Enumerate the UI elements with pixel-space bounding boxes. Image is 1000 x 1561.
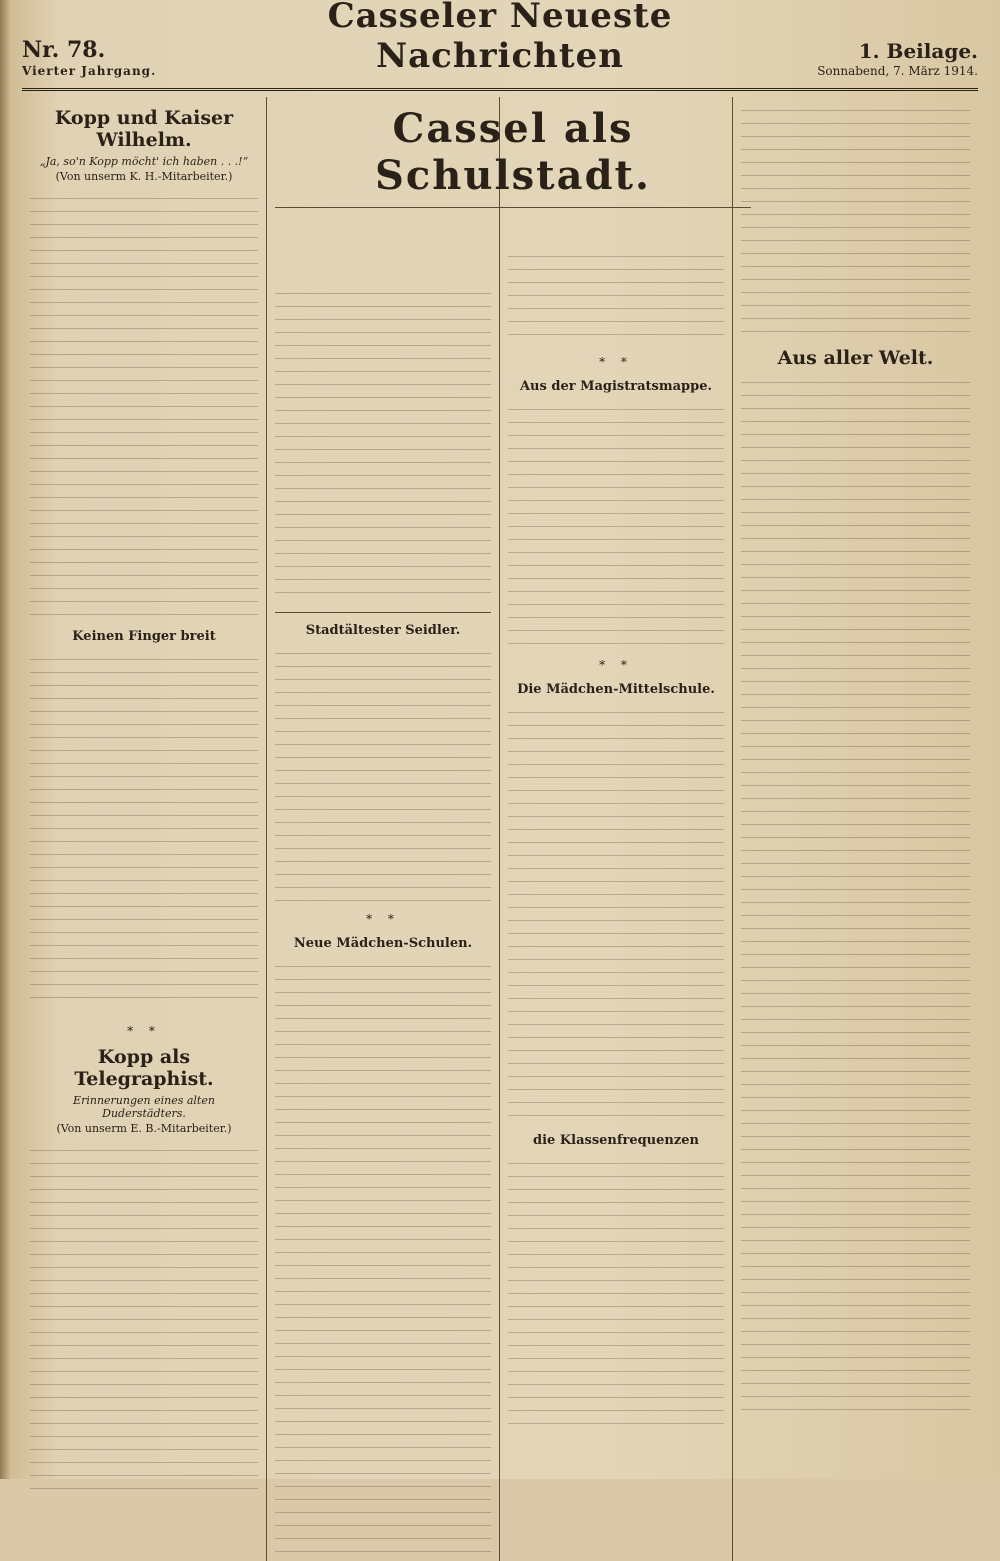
supplement-label: 1. Beilage. xyxy=(858,39,978,64)
section-title: Stadtältester Seidler. xyxy=(305,623,461,638)
main-article-lead-space xyxy=(275,214,491,284)
article-body xyxy=(508,247,724,347)
masthead-right xyxy=(768,38,978,80)
article-headline: Aus aller Welt. xyxy=(777,347,934,369)
article-body xyxy=(30,1141,258,1501)
volume-label: Vierter Jahrgang. xyxy=(22,64,157,79)
columns xyxy=(22,97,978,1457)
issue-date: Sonnabend, 7. März 1914. xyxy=(817,64,978,79)
article-body xyxy=(275,957,491,1557)
column-4 xyxy=(733,97,978,1561)
column-3 xyxy=(500,97,733,1561)
article-body xyxy=(741,101,970,341)
section-title: Neue Mädchen-Schulen. xyxy=(293,936,473,951)
section-title: die Klassenfrequenzen xyxy=(533,1133,699,1148)
article-body xyxy=(275,284,491,604)
article-byline: (Von unserm E. B.-Mitarbeiter.) xyxy=(56,1122,232,1135)
article-body xyxy=(508,1154,724,1434)
article-body xyxy=(30,189,258,619)
article-headline: Kopp als Telegraphist. xyxy=(74,1046,214,1090)
masthead xyxy=(22,0,978,91)
article-body xyxy=(508,400,724,650)
article-subhead: Erinnerungen eines alten Duderstädters. xyxy=(73,1094,215,1120)
article-headline: Kopp und Kaiser Wilhelm. xyxy=(54,107,234,151)
separator-stars: * * xyxy=(599,355,633,369)
article-kopp-telegraphist xyxy=(30,1046,258,1501)
article-body xyxy=(741,373,970,1413)
article-body xyxy=(30,650,258,1010)
section-title: Aus der Magistratsmappe. xyxy=(519,379,713,394)
separator-stars: * * xyxy=(127,1024,161,1038)
separator-stars: * * xyxy=(599,658,633,672)
column-1 xyxy=(22,97,267,1561)
masthead-left xyxy=(22,36,232,80)
separator-stars: * * xyxy=(366,912,400,926)
article-body xyxy=(275,644,491,904)
newspaper-title: Casseler Neueste Nachrichten xyxy=(327,0,673,76)
divider xyxy=(275,612,491,613)
section-title: Die Mädchen-Mittelschule. xyxy=(517,682,715,697)
section-title: Keinen Finger breit xyxy=(72,629,216,644)
article-body xyxy=(508,703,724,1123)
issue-number: Nr. 78. xyxy=(22,36,106,63)
page-edge xyxy=(0,0,10,1479)
article-subhead: „Ja, so'n Kopp möcht' ich haben . . .!“ xyxy=(39,155,249,168)
main-article-title: Cassel als Schulstadt. xyxy=(275,101,751,208)
article-kopp-kaiser xyxy=(30,107,258,1010)
article-byline: (Von unserm K. H.-Mitarbeiter.) xyxy=(55,170,233,183)
